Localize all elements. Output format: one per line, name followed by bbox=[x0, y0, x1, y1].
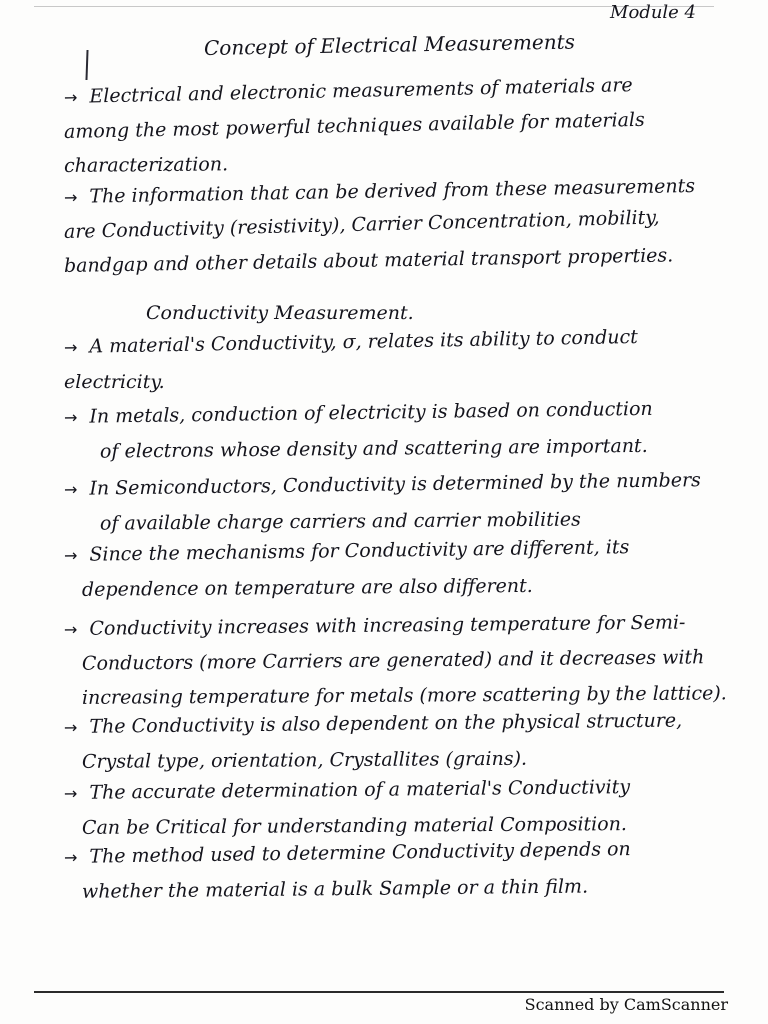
arrow-icon: → bbox=[63, 407, 78, 427]
note-line: → The method used to determine Conductivity depends on bbox=[63, 838, 631, 868]
note-line: → The information that can be derived from these measurements bbox=[63, 174, 696, 208]
section-point-5 bbox=[63, 611, 727, 715]
intro-point-2 bbox=[63, 174, 714, 283]
arrow-icon: → bbox=[63, 337, 78, 357]
arrow-icon: → bbox=[63, 847, 78, 867]
intro-point-1 bbox=[63, 74, 714, 183]
note-line: characterization. bbox=[63, 153, 229, 177]
note-line: electricity. bbox=[64, 371, 165, 393]
note-line: → Electrical and electronic measurements of materials are bbox=[63, 74, 633, 108]
note-line: among the most powerful techniques available for materials bbox=[63, 108, 645, 143]
note-line: dependence on temperature are also different. bbox=[81, 574, 533, 601]
arrow-icon: → bbox=[63, 619, 78, 639]
scanner-watermark: Scanned by CamScanner bbox=[524, 995, 728, 1014]
arrow-icon: → bbox=[63, 479, 78, 499]
section-point-6 bbox=[64, 710, 714, 779]
note-line: Crystal type, orientation, Crystallites (grains). bbox=[81, 747, 528, 773]
note-line: Conductors (more Carriers are generated) and it decreases with bbox=[81, 646, 705, 675]
arrow-icon: → bbox=[63, 187, 78, 207]
note-line: bandgap and other details about material transport properties. bbox=[63, 244, 674, 277]
bottom-rule bbox=[34, 991, 724, 993]
note-line: increasing temperature for metals (more scattering by the lattice). bbox=[81, 682, 727, 709]
note-line: → Conductivity increases with increasing temperature for Semi- bbox=[63, 611, 686, 640]
section-point-1 bbox=[63, 325, 714, 399]
page-title: Concept of Electrical Measurements bbox=[203, 29, 576, 60]
arrow-icon: → bbox=[63, 87, 78, 107]
note-line: → The Conductivity is also dependent on the physical structure, bbox=[63, 709, 683, 738]
note-line: → In Semiconductors, Conductivity is determined by the numbers bbox=[63, 469, 701, 500]
note-line: are Conductivity (resistivity), Carrier Concentration, mobility, bbox=[63, 206, 660, 243]
section-point-4 bbox=[64, 538, 714, 607]
note-line: whether the material is a bulk Sample or a thin film. bbox=[81, 875, 589, 903]
section-heading: Conductivity Measurement. bbox=[146, 302, 414, 324]
arrow-icon: → bbox=[63, 783, 78, 803]
margin-mark bbox=[85, 50, 88, 80]
section-point-2 bbox=[63, 397, 714, 469]
note-line: Can be Critical for understanding material Composition. bbox=[81, 813, 628, 839]
note-line: → Since the mechanisms for Conductivity are different, its bbox=[63, 536, 630, 566]
arrow-icon: → bbox=[63, 545, 78, 565]
note-line: → The accurate determination of a material's Conductivity bbox=[63, 776, 631, 804]
note-line: of available charge carriers and carrier mobilities bbox=[99, 508, 581, 535]
module-label: Module 4 bbox=[610, 2, 696, 23]
section-point-8 bbox=[64, 840, 714, 909]
note-line: → In metals, conduction of electricity is based on conduction bbox=[63, 397, 653, 428]
arrow-icon: → bbox=[63, 717, 78, 737]
note-line: → A material's Conductivity, σ, relates its ability to conduct bbox=[63, 325, 638, 358]
note-line: of electrons whose density and scattering are important. bbox=[99, 434, 648, 463]
